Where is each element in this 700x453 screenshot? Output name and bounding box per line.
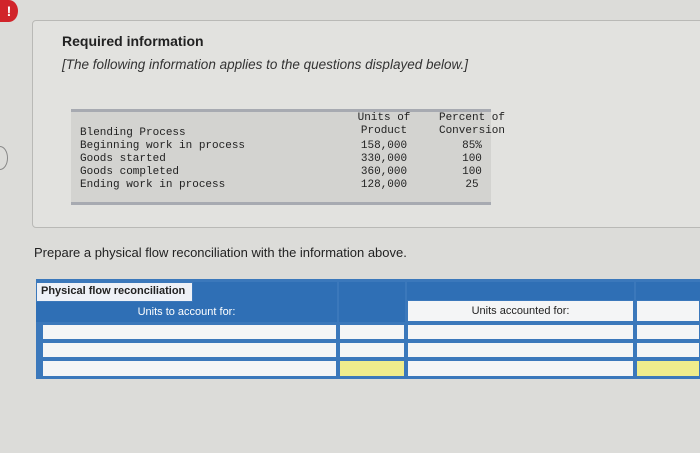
table-row-label: Beginning work in process <box>80 140 246 152</box>
table-row-percent: 85% <box>462 140 482 152</box>
total-units-accounted-input[interactable] <box>636 360 700 377</box>
right-name-input[interactable] <box>407 324 634 340</box>
table-row-units: 330,000 <box>360 153 408 165</box>
table-row-units: 158,000 <box>360 140 408 152</box>
left-total-label-cell <box>42 360 337 377</box>
right-total-label-cell <box>407 360 634 377</box>
table-row-units: 360,000 <box>360 166 408 178</box>
header-filler <box>407 282 634 302</box>
reconciliation-grid <box>36 279 700 379</box>
question-prompt: Prepare a physical flow reconciliation with the information above. <box>34 245 407 260</box>
left-units-input[interactable] <box>339 342 405 358</box>
left-units-input[interactable] <box>339 324 405 340</box>
reconciliation-title: Physical flow reconciliation <box>36 282 193 302</box>
right-units-input[interactable] <box>636 342 700 358</box>
units-header-line1: Units of <box>357 112 411 124</box>
table-row-label: Ending work in process <box>80 179 226 191</box>
required-info-title: Required information <box>62 33 204 49</box>
table-row-label: Blending Process <box>80 127 186 139</box>
table-row-label: Goods started <box>80 153 166 165</box>
required-info-subtitle: [The following information applies to the questions displayed below.] <box>62 57 468 72</box>
table-row-units: 128,000 <box>360 179 408 191</box>
header-filler <box>339 282 405 302</box>
units-accounted-label: Units accounted for: <box>407 300 634 322</box>
total-units-to-account-input[interactable] <box>339 360 405 377</box>
header-units-cell <box>636 300 700 322</box>
table-row-percent: 100 <box>462 153 482 165</box>
left-name-input[interactable] <box>42 324 337 340</box>
alert-icon: ! <box>0 0 18 22</box>
table-row-percent: 25 <box>465 179 479 191</box>
units-to-account-label: Units to account for: <box>36 302 337 322</box>
table-row-label: Goods completed <box>80 166 180 178</box>
left-nav-arrow-icon[interactable] <box>0 146 8 170</box>
right-units-input[interactable] <box>636 324 700 340</box>
blending-process-table <box>71 109 505 205</box>
percent-header-line1: Percent of <box>438 112 505 124</box>
required-information-card <box>32 20 700 228</box>
header-filler <box>193 282 337 302</box>
table-row-percent: 100 <box>462 166 482 178</box>
label-filler <box>339 302 405 322</box>
percent-header-line2: Conversion <box>438 125 505 137</box>
units-header-line2: Product <box>360 125 408 137</box>
header-filler <box>636 282 700 302</box>
right-name-input[interactable] <box>407 342 634 358</box>
left-name-input[interactable] <box>42 342 337 358</box>
